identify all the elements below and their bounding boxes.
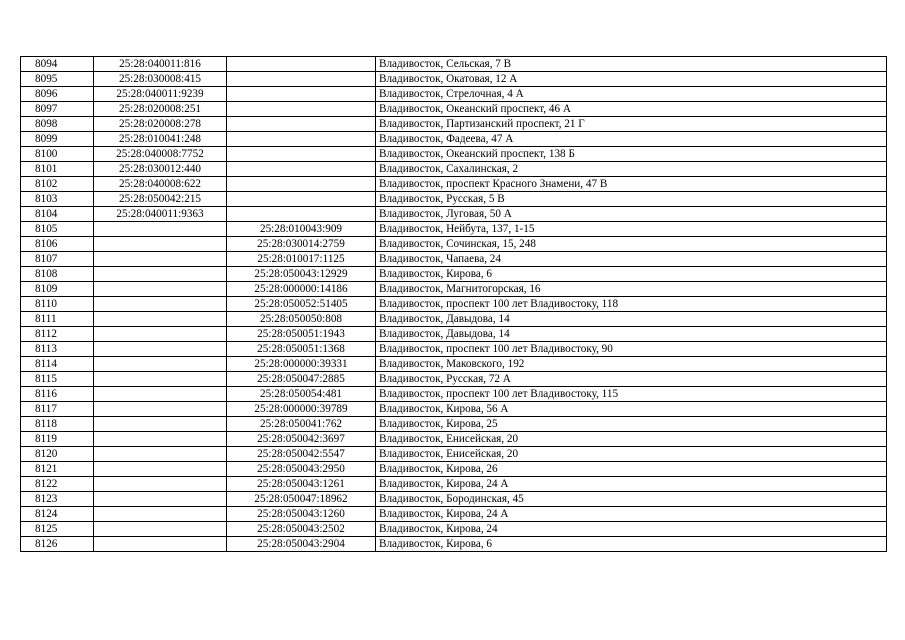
table-row — [21, 207, 887, 222]
cadastral-number-b-cell: 25:28:050041:762 — [227, 417, 376, 432]
cadastral-number-b-cell — [227, 162, 376, 177]
row-number-cell: 8107 — [21, 252, 94, 267]
property-table — [20, 56, 887, 552]
row-number-cell: 8099 — [21, 132, 94, 147]
cadastral-number-b-cell: 25:28:050050:808 — [227, 312, 376, 327]
row-number-cell: 8123 — [21, 492, 94, 507]
cadastral-number-b-cell: 25:28:050051:1368 — [227, 342, 376, 357]
table-row — [21, 492, 887, 507]
address-cell: Владивосток, Маковского, 192 — [376, 357, 887, 372]
cadastral-number-a-cell — [94, 447, 227, 462]
address-cell: Владивосток, Магнитогорская, 16 — [376, 282, 887, 297]
row-number-cell: 8104 — [21, 207, 94, 222]
row-number-cell: 8117 — [21, 402, 94, 417]
row-number-cell: 8101 — [21, 162, 94, 177]
address-cell: Владивосток, Кирова, 26 — [376, 462, 887, 477]
cadastral-number-a-cell: 25:28:040008:7752 — [94, 147, 227, 162]
cadastral-number-b-cell: 25:28:010017:1125 — [227, 252, 376, 267]
row-number-cell: 8118 — [21, 417, 94, 432]
cadastral-number-a-cell — [94, 432, 227, 447]
address-cell: Владивосток, Кирова, 56 А — [376, 402, 887, 417]
row-number-cell: 8106 — [21, 237, 94, 252]
table-row — [21, 522, 887, 537]
cadastral-number-a-cell — [94, 327, 227, 342]
cadastral-number-a-cell: 25:28:020008:278 — [94, 117, 227, 132]
row-number-cell: 8097 — [21, 102, 94, 117]
cadastral-number-b-cell: 25:28:050043:2904 — [227, 537, 376, 552]
cadastral-number-a-cell — [94, 252, 227, 267]
address-cell: Владивосток, Океанский проспект, 138 Б — [376, 147, 887, 162]
table-body — [21, 57, 887, 552]
cadastral-number-b-cell: 25:28:050051:1943 — [227, 327, 376, 342]
cadastral-number-b-cell — [227, 177, 376, 192]
cadastral-number-b-cell: 25:28:050052:51405 — [227, 297, 376, 312]
row-number-cell: 8095 — [21, 72, 94, 87]
row-number-cell: 8125 — [21, 522, 94, 537]
cadastral-number-a-cell: 25:28:040011:9363 — [94, 207, 227, 222]
cadastral-number-b-cell: 25:28:000000:14186 — [227, 282, 376, 297]
address-cell: Владивосток, Стрелочная, 4 А — [376, 87, 887, 102]
cadastral-number-b-cell: 25:28:050047:2885 — [227, 372, 376, 387]
table-row — [21, 477, 887, 492]
row-number-cell: 8122 — [21, 477, 94, 492]
cadastral-number-b-cell: 25:28:050042:5547 — [227, 447, 376, 462]
table-row — [21, 447, 887, 462]
cadastral-number-b-cell — [227, 102, 376, 117]
address-cell: Владивосток, Енисейская, 20 — [376, 447, 887, 462]
cadastral-number-b-cell: 25:28:010043:909 — [227, 222, 376, 237]
cadastral-number-a-cell — [94, 417, 227, 432]
cadastral-number-b-cell: 25:28:050043:2502 — [227, 522, 376, 537]
table-row — [21, 312, 887, 327]
address-cell: Владивосток, Сельская, 7 В — [376, 57, 887, 72]
cadastral-number-b-cell — [227, 192, 376, 207]
row-number-cell: 8112 — [21, 327, 94, 342]
cadastral-number-a-cell — [94, 462, 227, 477]
cadastral-number-a-cell: 25:28:030012:440 — [94, 162, 227, 177]
cadastral-number-a-cell — [94, 282, 227, 297]
cadastral-number-a-cell — [94, 357, 227, 372]
row-number-cell: 8124 — [21, 507, 94, 522]
row-number-cell: 8105 — [21, 222, 94, 237]
address-cell: Владивосток, Океанский проспект, 46 А — [376, 102, 887, 117]
table-row — [21, 507, 887, 522]
address-cell: Владивосток, Русская, 5 В — [376, 192, 887, 207]
cadastral-number-a-cell: 25:28:010041:248 — [94, 132, 227, 147]
cadastral-number-a-cell: 25:28:050042:215 — [94, 192, 227, 207]
table-row — [21, 462, 887, 477]
table-row — [21, 402, 887, 417]
cadastral-number-b-cell — [227, 132, 376, 147]
cadastral-number-b-cell: 25:28:000000:39789 — [227, 402, 376, 417]
cadastral-number-b-cell — [227, 72, 376, 87]
address-cell: Владивосток, проспект 100 лет Владивостоку, 118 — [376, 297, 887, 312]
cadastral-number-a-cell — [94, 537, 227, 552]
row-number-cell: 8100 — [21, 147, 94, 162]
cadastral-number-b-cell — [227, 207, 376, 222]
cadastral-number-b-cell: 25:28:050043:12929 — [227, 267, 376, 282]
cadastral-number-b-cell: 25:28:050043:2950 — [227, 462, 376, 477]
table-row — [21, 162, 887, 177]
address-cell: Владивосток, Чапаева, 24 — [376, 252, 887, 267]
table-row — [21, 237, 887, 252]
row-number-cell: 8102 — [21, 177, 94, 192]
address-cell: Владивосток, Нейбута, 137, 1-15 — [376, 222, 887, 237]
cadastral-number-a-cell — [94, 477, 227, 492]
table-row — [21, 177, 887, 192]
address-cell: Владивосток, Партизанский проспект, 21 Г — [376, 117, 887, 132]
address-cell: Владивосток, Русская, 72 А — [376, 372, 887, 387]
address-cell: Владивосток, Давыдова, 14 — [376, 327, 887, 342]
table-row — [21, 417, 887, 432]
cadastral-number-b-cell — [227, 57, 376, 72]
table-row — [21, 57, 887, 72]
table-row — [21, 252, 887, 267]
row-number-cell: 8113 — [21, 342, 94, 357]
table-row — [21, 327, 887, 342]
row-number-cell: 8120 — [21, 447, 94, 462]
row-number-cell: 8119 — [21, 432, 94, 447]
row-number-cell: 8096 — [21, 87, 94, 102]
cadastral-number-a-cell — [94, 507, 227, 522]
cadastral-number-a-cell — [94, 267, 227, 282]
table-row — [21, 192, 887, 207]
cadastral-number-a-cell — [94, 237, 227, 252]
row-number-cell: 8103 — [21, 192, 94, 207]
table-row — [21, 267, 887, 282]
row-number-cell: 8114 — [21, 357, 94, 372]
table-row — [21, 147, 887, 162]
cadastral-number-a-cell — [94, 387, 227, 402]
cadastral-number-a-cell — [94, 312, 227, 327]
cadastral-number-a-cell — [94, 222, 227, 237]
row-number-cell: 8126 — [21, 537, 94, 552]
cadastral-number-a-cell: 25:28:040011:9239 — [94, 87, 227, 102]
address-cell: Владивосток, Кирова, 24 А — [376, 477, 887, 492]
table-row — [21, 387, 887, 402]
address-cell: Владивосток, Сочинская, 15, 248 — [376, 237, 887, 252]
cadastral-number-a-cell: 25:28:030008:415 — [94, 72, 227, 87]
cadastral-number-b-cell: 25:28:030014:2759 — [227, 237, 376, 252]
address-cell: Владивосток, Кирова, 6 — [376, 537, 887, 552]
table-row — [21, 372, 887, 387]
address-cell: Владивосток, Кирова, 24 — [376, 522, 887, 537]
cadastral-number-a-cell — [94, 522, 227, 537]
address-cell: Владивосток, Кирова, 6 — [376, 267, 887, 282]
address-cell: Владивосток, Бородинская, 45 — [376, 492, 887, 507]
address-cell: Владивосток, Давыдова, 14 — [376, 312, 887, 327]
row-number-cell: 8109 — [21, 282, 94, 297]
table-row — [21, 222, 887, 237]
cadastral-number-b-cell: 25:28:050043:1261 — [227, 477, 376, 492]
cadastral-number-a-cell — [94, 402, 227, 417]
cadastral-number-a-cell — [94, 342, 227, 357]
row-number-cell: 8098 — [21, 117, 94, 132]
cadastral-number-b-cell — [227, 87, 376, 102]
address-cell: Владивосток, Фадеева, 47 А — [376, 132, 887, 147]
row-number-cell: 8108 — [21, 267, 94, 282]
cadastral-number-b-cell: 25:28:050047:18962 — [227, 492, 376, 507]
address-cell: Владивосток, Кирова, 24 А — [376, 507, 887, 522]
table-row — [21, 282, 887, 297]
cadastral-number-b-cell: 25:28:050054:481 — [227, 387, 376, 402]
cadastral-number-b-cell — [227, 147, 376, 162]
cadastral-number-b-cell: 25:28:050043:1260 — [227, 507, 376, 522]
cadastral-number-b-cell: 25:28:050042:3697 — [227, 432, 376, 447]
cadastral-number-a-cell: 25:28:020008:251 — [94, 102, 227, 117]
address-cell: Владивосток, Кирова, 25 — [376, 417, 887, 432]
row-number-cell: 8115 — [21, 372, 94, 387]
address-cell: Владивосток, Сахалинская, 2 — [376, 162, 887, 177]
row-number-cell: 8116 — [21, 387, 94, 402]
cadastral-number-a-cell — [94, 297, 227, 312]
address-cell: Владивосток, проспект 100 лет Владивостоку, 115 — [376, 387, 887, 402]
row-number-cell: 8110 — [21, 297, 94, 312]
table-row — [21, 432, 887, 447]
cadastral-number-a-cell — [94, 492, 227, 507]
cadastral-number-b-cell — [227, 117, 376, 132]
address-cell: Владивосток, Луговая, 50 А — [376, 207, 887, 222]
address-cell: Владивосток, проспект Красного Знамени, 47 В — [376, 177, 887, 192]
cadastral-number-b-cell: 25:28:000000:39331 — [227, 357, 376, 372]
cadastral-number-a-cell: 25:28:040008:622 — [94, 177, 227, 192]
table-row — [21, 132, 887, 147]
row-number-cell: 8094 — [21, 57, 94, 72]
table-row — [21, 102, 887, 117]
table-row — [21, 87, 887, 102]
cadastral-number-a-cell — [94, 372, 227, 387]
cadastral-number-a-cell: 25:28:040011:816 — [94, 57, 227, 72]
row-number-cell: 8121 — [21, 462, 94, 477]
table-row — [21, 357, 887, 372]
table-row — [21, 117, 887, 132]
address-cell: Владивосток, Окатовая, 12 А — [376, 72, 887, 87]
row-number-cell: 8111 — [21, 312, 94, 327]
address-cell: Владивосток, Енисейская, 20 — [376, 432, 887, 447]
table-row — [21, 342, 887, 357]
address-cell: Владивосток, проспект 100 лет Владивостоку, 90 — [376, 342, 887, 357]
table-row — [21, 297, 887, 312]
table-row — [21, 72, 887, 87]
table-row — [21, 537, 887, 552]
